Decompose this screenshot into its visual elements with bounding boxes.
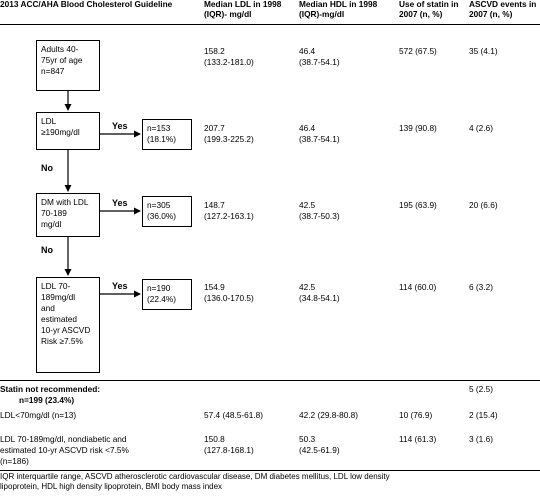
flow-box-line: 75yr of age <box>41 54 83 65</box>
hdl-value: 42.5 <box>299 200 316 210</box>
hdl-value: 46.4 <box>299 46 316 56</box>
hdl-value: 42.5 <box>299 282 316 292</box>
ascvd-events: 4 (2.6) <box>469 123 493 133</box>
header-median-ldl: Median LDL in 1998 (IQR)- mg/dl <box>204 0 282 19</box>
ascvd-events: 20 (6.6) <box>469 200 498 210</box>
section-rule <box>0 380 540 381</box>
ldl-iqr: (133.2-181.0) <box>204 56 254 67</box>
hdl-median <box>299 46 340 68</box>
ldl-value: 207.7 <box>204 123 225 133</box>
footnote-line: lipoprotein, HDL high density lipoprotein, BMI body mass index <box>0 482 223 492</box>
group-count: n=153 <box>147 123 171 133</box>
hdl-iqr: (42.5-61.9) <box>299 444 340 455</box>
row-label: LDL<70mg/dl (n=13) <box>0 410 77 420</box>
flow-box-line: LDL 70- <box>41 281 71 291</box>
hdl-median <box>299 434 340 456</box>
ldl-median: 57.4 (48.5-61.8) <box>204 410 264 420</box>
ldl-median <box>204 200 254 222</box>
flow-box-line: LDL <box>41 116 57 126</box>
row-label-line: LDL 70-189mg/dl, nondiabetic and <box>0 434 127 444</box>
ascvd-events: 35 (4.1) <box>469 46 498 56</box>
not-recommended-title: Statin not recommended: <box>0 384 101 394</box>
row-label-line: (n=186) <box>0 455 29 466</box>
ldl-median <box>204 123 254 145</box>
group-count: n=305 <box>147 200 171 210</box>
flow-box-line: n=847 <box>41 65 65 76</box>
group-box-risk <box>142 279 192 310</box>
statin-use: 114 (61.3) <box>399 434 437 444</box>
hdl-iqr: (34.8-54.1) <box>299 292 340 303</box>
ldl-value: 150.8 <box>204 434 225 444</box>
hdl-iqr: (38.7-54.1) <box>299 56 340 67</box>
hdl-value: 50.3 <box>299 434 316 444</box>
header-guideline: 2013 ACC/AHA Blood Cholesterol Guideline <box>0 0 173 9</box>
flow-box-line: 189mg/dl <box>41 291 76 302</box>
footer-rule <box>0 470 540 471</box>
header-median-hdl: Median HDL in 1998 (IQR)-mg/dl <box>299 0 378 19</box>
ldl-iqr: (136.0-170.5) <box>204 292 254 303</box>
yes-label: Yes <box>112 121 128 131</box>
ldl-value: 148.7 <box>204 200 225 210</box>
flow-box-adults <box>36 40 100 91</box>
ldl-value: 154.9 <box>204 282 225 292</box>
row-label <box>0 434 200 467</box>
not-recommended-count: n=199 (23.4%) <box>19 395 75 405</box>
flow-box-dm <box>36 193 100 237</box>
hdl-median: 42.2 (29.8-80.8) <box>299 410 359 420</box>
group-percent: (18.1%) <box>147 133 177 144</box>
ldl-iqr: (127.8-168.1) <box>204 444 254 455</box>
flow-box-line: mg/dl <box>41 218 62 229</box>
flow-box-line: 70-189 <box>41 207 67 218</box>
hdl-median <box>299 123 340 145</box>
flow-box-line: DM with LDL <box>41 197 89 207</box>
statin-use: 10 (76.9) <box>399 410 433 420</box>
yes-label: Yes <box>112 198 128 208</box>
ldl-median <box>204 282 254 304</box>
hdl-median <box>299 282 340 304</box>
statin-use: 114 (60.0) <box>399 282 437 292</box>
hdl-iqr: (38.7-54.1) <box>299 133 340 144</box>
ldl-value: 158.2 <box>204 46 225 56</box>
ascvd-events: 6 (3.2) <box>469 282 493 292</box>
ldl-iqr: (127.2-163.1) <box>204 210 254 221</box>
row-label-line: estimated 10-yr ASCVD risk <7.5% <box>0 444 129 455</box>
flow-box-line: Adults 40- <box>41 44 79 54</box>
ldl-median <box>204 434 254 456</box>
hdl-value: 46.4 <box>299 123 316 133</box>
no-label: No <box>41 245 53 255</box>
ldl-iqr: (199.3-225.2) <box>204 133 254 144</box>
group-count: n=190 <box>147 283 171 293</box>
ldl-median <box>204 46 254 68</box>
ascvd-events: 5 (2.5) <box>469 384 493 394</box>
flow-box-ldl-190 <box>36 112 100 150</box>
group-box-dm <box>142 196 192 227</box>
footnote <box>0 472 540 493</box>
group-box-ldl-190 <box>142 119 192 150</box>
hdl-iqr: (38.7-50.3) <box>299 210 340 221</box>
flow-box-line: estimated <box>41 313 77 324</box>
header-statin-use: Use of statin in 2007 (n, %) <box>399 0 459 19</box>
flow-box-line: 10-yr ASCVD <box>41 324 91 335</box>
flow-box-line: and <box>41 302 55 313</box>
flow-box-risk <box>36 277 100 373</box>
statin-use: 195 (63.9) <box>399 200 437 210</box>
footnote-line: IQR interquartile range, ASCVD atherosclerotic cardiovascular disease, DM diabetes mellitus, LDL low density <box>0 472 390 481</box>
yes-label: Yes <box>112 281 128 291</box>
statin-use: 139 (90.8) <box>399 123 437 133</box>
flow-box-line: ≥190mg/dl <box>41 126 80 137</box>
statin-use: 572 (67.5) <box>399 46 437 56</box>
flow-box-line: Risk ≥7.5% <box>41 335 83 346</box>
group-percent: (36.0%) <box>147 210 177 221</box>
group-percent: (22.4%) <box>147 293 177 304</box>
no-label: No <box>41 163 53 173</box>
ascvd-events: 2 (15.4) <box>469 410 498 420</box>
header-ascvd-events: ASCVD events in 2007 (n, %) <box>469 0 537 19</box>
hdl-median <box>299 200 340 222</box>
ascvd-events: 3 (1.6) <box>469 434 493 444</box>
